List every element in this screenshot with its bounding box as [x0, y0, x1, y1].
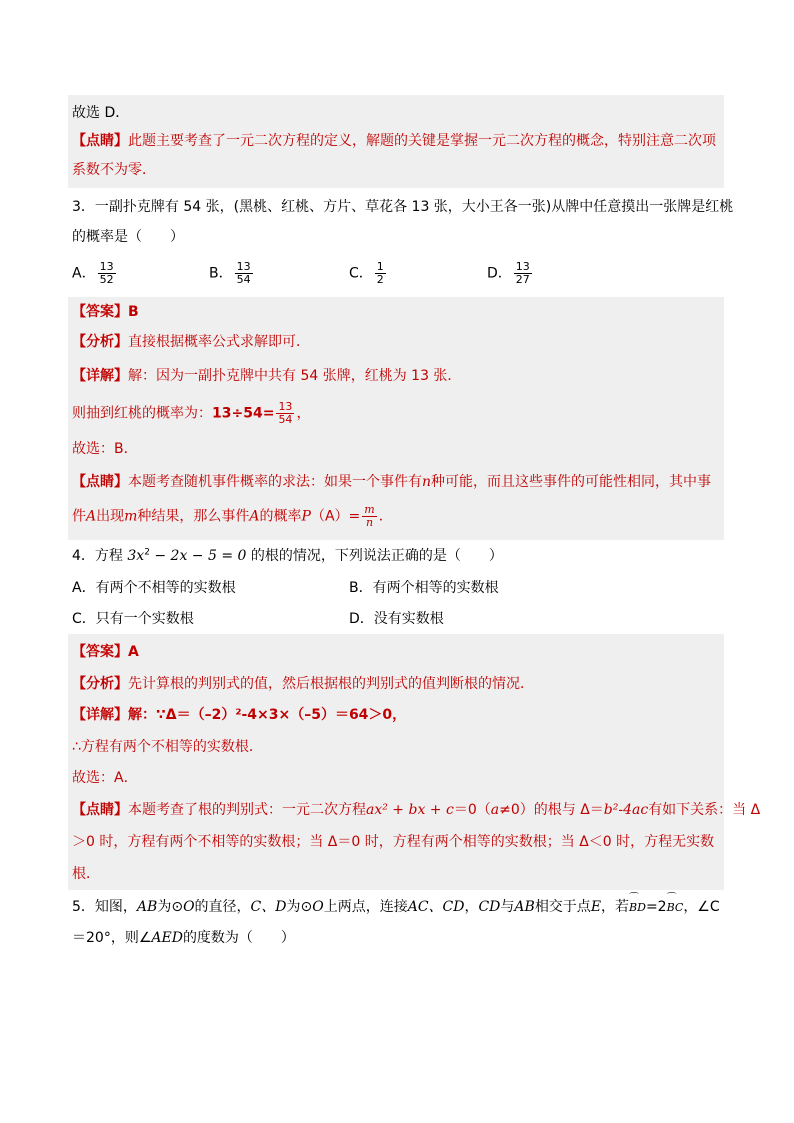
- q3-analysis: 【分析】直接根据概率公式求解即可．: [72, 334, 310, 350]
- q3-detail-calc: 则抽到红桃的概率为：13÷54= $\frac{13}{54}$ ，: [72, 400, 311, 426]
- q3-comment: 【点睛】本题考查随机事件概率的求法：如果一个事件有n种可能，而且这些事件的可能性相同，其中事: [72, 474, 712, 490]
- q3-option-a: A． $\frac{13}{52}$: [72, 260, 114, 286]
- q2-comment-cont: 系数不为零．: [72, 162, 156, 178]
- arc-bd: ⌒ BD: [629, 897, 646, 919]
- q2-solution-block: [68, 95, 724, 188]
- q4-analysis: 【分析】先计算根的判别式的值，然后根据根的判别式的值判断根的情况．: [72, 676, 534, 692]
- q4-option-a: A．有两个不相等的实数根: [72, 580, 236, 596]
- q4-answer: 【答案】A: [72, 644, 139, 660]
- q3-comment-cont: 件A出现m种结果，那么事件A的概率P（A）= $\frac{m}{n}$ ．: [72, 503, 393, 529]
- q4-option-b: B．有两个相等的实数根: [349, 580, 499, 596]
- q4-stem: 4．方程 $3x^2 - 2x - 5 = 0$ 的根的情况，下列说法正确的是（ ）: [72, 547, 503, 564]
- q4-detail-result: ∴方程有两个不相等的实数根．: [72, 739, 263, 755]
- arc-bc: ⌒ BC: [667, 897, 684, 919]
- q2-comment: 【点睛】此题主要考查了一元二次方程的定义，解题的关键是掌握一元二次方程的概念，特别注意二次项: [72, 133, 716, 149]
- q3-option-d: D． $\frac{13}{27}$: [487, 260, 530, 286]
- q3-answer: 【答案】B: [72, 304, 139, 320]
- q4-solution-block: [68, 634, 761, 890]
- q4-comment-cont: ＞0 时，方程有两个不相等的实数根；当 Δ＝0 时，方程有两个相等的实数根；当 Δ＜0 时，方程无实数: [72, 834, 715, 850]
- q3-stem-line2: 的概率是（ ）: [72, 229, 184, 245]
- q4-detail-conclusion: 故选：A．: [72, 770, 138, 786]
- q4-option-c: C．只有一个实数根: [72, 611, 194, 627]
- q5-stem-line1: 5．知图，AB为⊙O的直径，C、D为⊙O上两点，连接AC、CD，CD与AB相交于点E，若⌒ BD=2⌒ BC，∠C: [72, 896, 720, 919]
- q3-detail: 【详解】解：因为一副扑克牌中共有 54 张牌，红桃为 13 张．: [72, 368, 462, 384]
- q4-comment: 【点睛】本题考查了根的判别式：一元二次方程ax² + bx + c＝0（a≠0）的根与 Δ＝b²-4ac有如下关系：当 Δ: [72, 802, 761, 818]
- q4-detail: 【详解】解：∵Δ＝（–2）²-4×3×（–5）＝64＞0，: [72, 707, 407, 723]
- q2-conclusion: 故选 D．: [72, 105, 130, 121]
- q5-stem-line2: ＝20°，则∠AED的度数为（ ）: [72, 930, 295, 946]
- q4-comment-end: 根．: [72, 866, 100, 882]
- q3-option-b: B． $\frac{13}{54}$: [209, 260, 251, 286]
- q3-solution-block: [68, 297, 724, 540]
- q3-option-c: C． $\frac{1}{2}$: [349, 260, 384, 286]
- q3-detail-conclusion: 故选：B．: [72, 441, 138, 457]
- q4-option-d: D．没有实数根: [349, 611, 444, 627]
- q3-stem-line1: 3．一副扑克牌有 54 张，(黑桃、红桃、方片、草花各 13 张，大小王各一张)从牌中任意摸出一张牌是红桃: [72, 199, 734, 215]
